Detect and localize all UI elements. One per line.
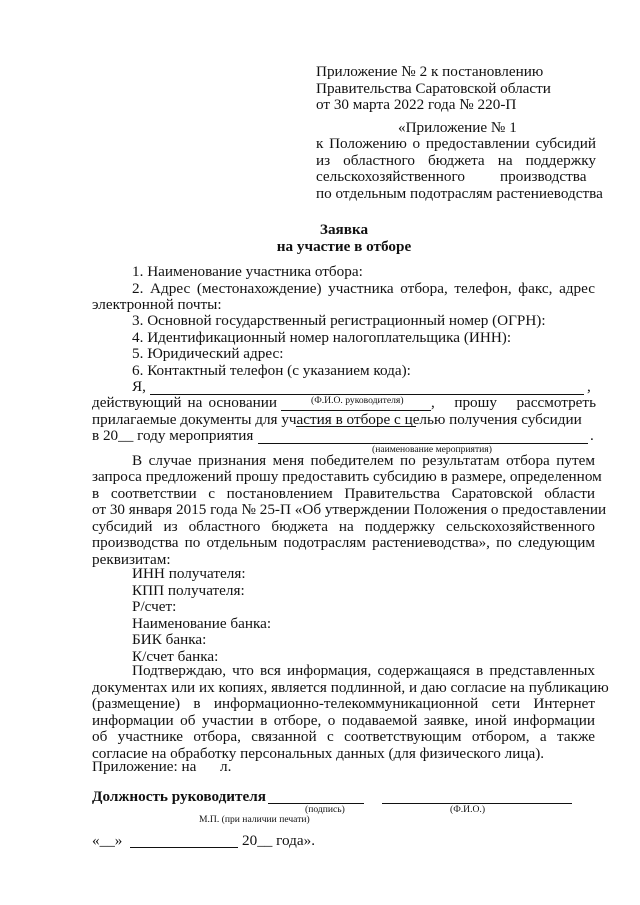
docs-text-a: прилагаемые документы для участия в отборе с целью получения субсидии [92,411,582,428]
item-2-line-1: 2. Адрес (местонахождение) участника отбора, телефон, факс, адрес [132,280,595,297]
appendix-line-1: Приложение № 2 к постановлению [316,63,544,80]
ya-label: Я, [132,378,146,395]
item-4: 4. Идентификационный номер налогоплательщика (ИНН): [132,329,512,346]
appendix-line-2: Правительства Саратовской области [316,80,551,97]
para1-line-6: производства по отдельным подотраслям растениеводства», по следующим [92,534,595,551]
item-1: 1. Наименование участника отбора: [132,263,363,280]
title-line-1: Заявка [319,221,369,238]
ya-comma: , [587,378,591,395]
attachment-label: Приложение: на [92,758,197,775]
sub-appendix-line-4b: производства [500,168,587,185]
para2-line-2: документах или их копиях, является подлинной, и даю согласие на публикацию [92,679,609,696]
year-text: в 20__ году мероприятия [92,427,254,444]
item-2-line-2: электронной почты: [92,296,222,313]
date-year: 20__ года». [242,832,316,849]
para2-line-5: об участнике отбора, связанной с соответствующим отбором, а также [92,728,595,745]
acting-text-b: , прошу рассмотреть [431,394,596,411]
acting-text-a: действующий на основании [92,394,277,411]
item-5: 5. Юридический адрес: [132,345,284,362]
para1-line-7: реквизитам: [92,551,171,568]
req-bik: БИК банка: [132,631,207,648]
signature-caption: (подпись) [305,804,345,815]
appendix-line-3: от 30 марта 2022 года № 220-П [316,96,517,113]
date-day: «__» [92,832,123,849]
item-6: 6. Контактный телефон (с указанием кода): [132,362,411,379]
req-account: Р/счет: [132,598,177,615]
fio-caption: (Ф.И.О. руководителя) [311,395,404,406]
para1-line-2: запроса предложений прошу предоставить субсидию в размере, определенном [92,468,602,485]
req-inn: ИНН получателя: [132,565,246,582]
docs-underline[interactable] [296,426,416,427]
sub-appendix-line-2: к Положению о предоставлении субсидий [316,135,596,152]
signature-fio-caption: (Ф.И.О.) [450,804,486,815]
date-month-underline[interactable] [130,847,238,848]
event-caption: (наименование мероприятия) [372,444,492,455]
year-end: . [590,427,594,444]
para1-line-3: в соответствии с постановлением Правительства Саратовской области [92,485,595,502]
title-line-2: на участие в отборе [276,238,412,255]
para2-line-3: (размещение) в информационно-телекоммуникационной сети Интернет [92,695,595,712]
sub-appendix-line-4a: сельскохозяйственного [316,168,465,185]
item-3: 3. Основной государственный регистрационный номер (ОГРН): [132,312,546,329]
para1-line-5: субсидий из областного бюджета на поддержку сельскохозяйственного [92,518,595,535]
para1-line-1: В случае признания меня победителем по результатам отбора путем [132,452,595,469]
stamp-caption: М.П. (при наличии печати) [199,814,310,825]
para2-line-4: информации об участии в отборе, о подаваемой заявке, иной информации [92,712,595,729]
para2-line-1: Подтверждаю, что вся информация, содержащаяся в представленных [132,662,595,679]
attachment-pages: л. [220,758,232,775]
para1-line-4: от 30 января 2015 года № 25-П «Об утверждении Положения о предоставлении [92,501,607,518]
sub-appendix-line-5: по отдельным подотраслям растениеводства [316,185,603,202]
position-label: Должность руководителя [92,788,266,805]
para2-line-6: согласие на обработку персональных данных (для физического лица). [92,745,545,762]
req-bank: Наименование банка: [132,615,272,632]
req-kpp: КПП получателя: [132,582,245,599]
sub-appendix-line-3: из областного бюджета на поддержку [316,152,596,169]
req-corr: К/счет банка: [132,648,219,665]
sub-appendix-line-1: «Приложение № 1 [398,119,517,136]
